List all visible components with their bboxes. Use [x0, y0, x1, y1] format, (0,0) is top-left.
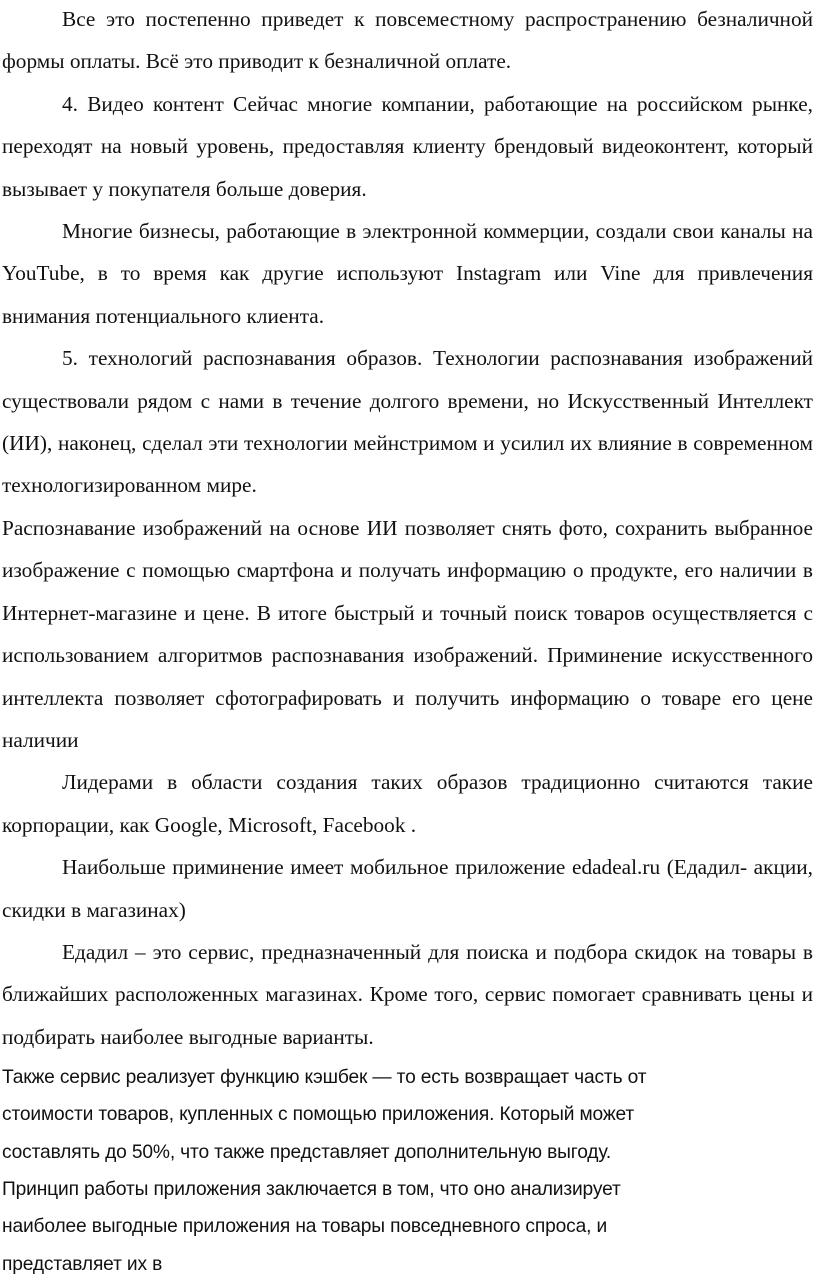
sans-text-line: представляет их в	[2, 1253, 163, 1275]
sans-text-line: составлять до 50%, что также представляет дополнительную выгоду.	[2, 1141, 612, 1163]
paragraph-image-recognition: 5. технологий распознавания образов. Технологии распознавания изображений существовали рядом с нами в течение долгого времени, но Искусственный Интеллект (ИИ), наконец, сделал эти технологии мейнстримом и усилил их влияние в современном технологизированном мире.	[2, 346, 813, 498]
paragraph-leaders: Лидерами в области создания таких образов традиционно считаются такие корпорации, как Google, Microsoft, Facebook .	[2, 770, 813, 837]
sans-text-line: наиболее выгодные приложения на товары повседневного спроса, и	[2, 1216, 608, 1238]
sans-text-line: Принцип работы приложения заключается в том, что оно анализирует	[2, 1179, 621, 1201]
sans-text-line: стоимости товаров, купленных с помощью приложения. Который может	[2, 1104, 635, 1126]
paragraph-cashless-payment: Все это постепенно приведет к повсеместному распространению безналичной формы оплаты. Всё это приводит к безналичной оплате.	[2, 7, 813, 74]
paragraph-ecommerce-channels: Многие бизнесы, работающие в электронной коммерции, создали свои каналы на YouTube, в то время как другие используют Instagram или Vine для привлечения внимания потенциального клиента.	[2, 219, 813, 328]
sans-text-line: Также сервис реализует функцию кэшбек — то есть возвращает часть от	[2, 1067, 647, 1089]
paragraph-edadeal-app: Наибольше приминение имеет мобильное приложение edadeal.ru (Едадил- акции, скидки в магазинах)	[2, 855, 813, 922]
paragraph-video-content: 4. Видео контент Сейчас многие компании, работающие на российском рынке, переходят на новый уровень, предоставляя клиенту брендовый видеоконтент, который вызывает у покупателя больше доверия.	[2, 91, 813, 201]
cashback-text-block	[2, 1058, 813, 1282]
paragraph-edadeal-service: Едадил – это сервис, предназначенный для поиска и подбора скидок на товары в ближайших расположенных магазинах. Кроме того, сервис помогает сравнивать цены и подбирать наиболее выгодные варианты.	[2, 939, 813, 1049]
paragraph-ai-recognition: Распознавание изображений на основе ИИ позволяет снять фото, сохранить выбранное изображение с помощью смартфона и получать информацию о продукте, его наличии в Интернет-магазине и цене. В итоге быстрый и точный поиск товаров осуществляется с использованием алгоритмов распознавания изображений. Приминение искусственного интеллекта позволяет сфотографировать и получить информацию о товаре его цене наличии	[2, 515, 813, 752]
